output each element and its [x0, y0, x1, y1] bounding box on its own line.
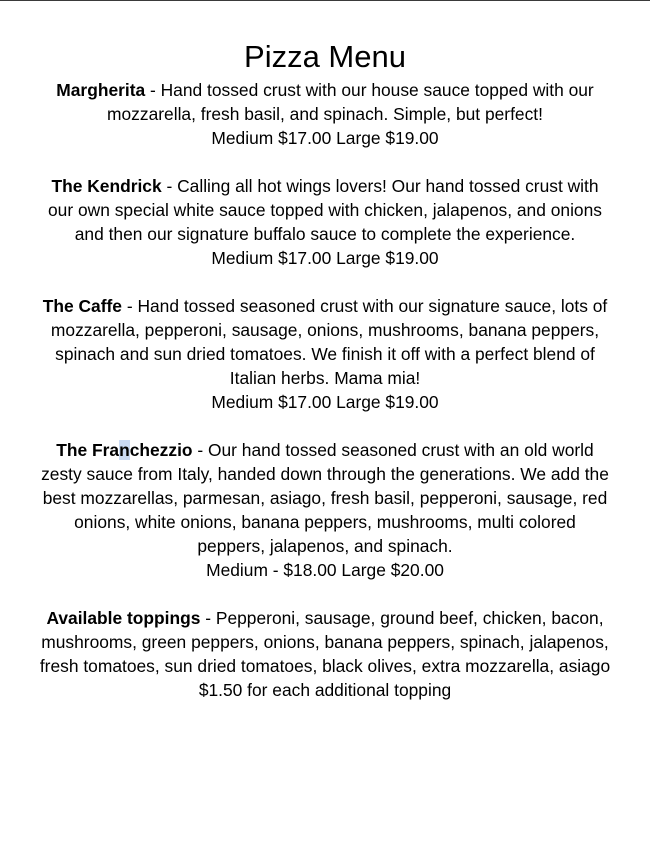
page-top-border [0, 0, 650, 1]
item-price: Medium $17.00 Large $19.00 [211, 248, 439, 268]
item-name: Margherita [56, 80, 146, 100]
item-description: - Hand tossed crust with our house sauce topped with our mozzarella, fresh basil, and spinach. Simple, but perfect! [107, 80, 594, 124]
page-title: Pizza Menu [244, 39, 406, 74]
item-price: Medium $17.00 Large $19.00 [211, 128, 439, 148]
item-name: The Kendrick [51, 176, 162, 196]
text-selection-highlight: n [119, 440, 130, 460]
menu-item-the-caffe [38, 294, 612, 414]
menu-item-margherita [38, 78, 612, 150]
item-price: Medium - $18.00 Large $20.00 [206, 560, 444, 580]
item-name-part: The Fra [56, 440, 120, 460]
item-name-part: chezzio [129, 440, 193, 460]
item-name [56, 440, 192, 460]
item-description: - Our hand tossed seasoned crust with an old world zesty sauce from Italy, handed down through the generations. We add the best mozzarellas, parmesan, asiago, fresh basil, pepperoni, sausage, red onions, white onions, banana peppers, mushrooms, multi colored peppers, jalapenos, and spinach. [41, 440, 609, 556]
item-price: Medium $17.00 Large $19.00 [211, 392, 439, 412]
menu-item-the-kendrick [38, 174, 612, 270]
menu-item-the-franchezzio [38, 438, 612, 582]
item-name: The Caffe [42, 296, 122, 316]
item-description: - Calling all hot wings lovers! Our hand tossed crust with our own special white sauce topped with chicken, jalapenos, and onions and then our signature buffalo sauce to complete the experience. [48, 176, 602, 244]
document-page [38, 40, 612, 702]
toppings-heading: Available toppings [46, 608, 201, 628]
item-description: - Hand tossed seasoned crust with our signature sauce, lots of mozzarella, pepperoni, sausage, onions, mushrooms, banana peppers, spinach and sun dried tomatoes. We finish it off with a perfect blend of Italian herbs. Mama mia! [50, 296, 608, 388]
toppings-section [38, 606, 612, 702]
topping-price: $1.50 for each additional topping [198, 680, 452, 700]
toppings-list: - Pepperoni, sausage, ground beef, chicken, bacon, mushrooms, green peppers, onions, banana peppers, spinach, jalapenos, fresh tomatoes, sun dried tomatoes, black olives, extra mozzarella, asiago [39, 608, 611, 676]
